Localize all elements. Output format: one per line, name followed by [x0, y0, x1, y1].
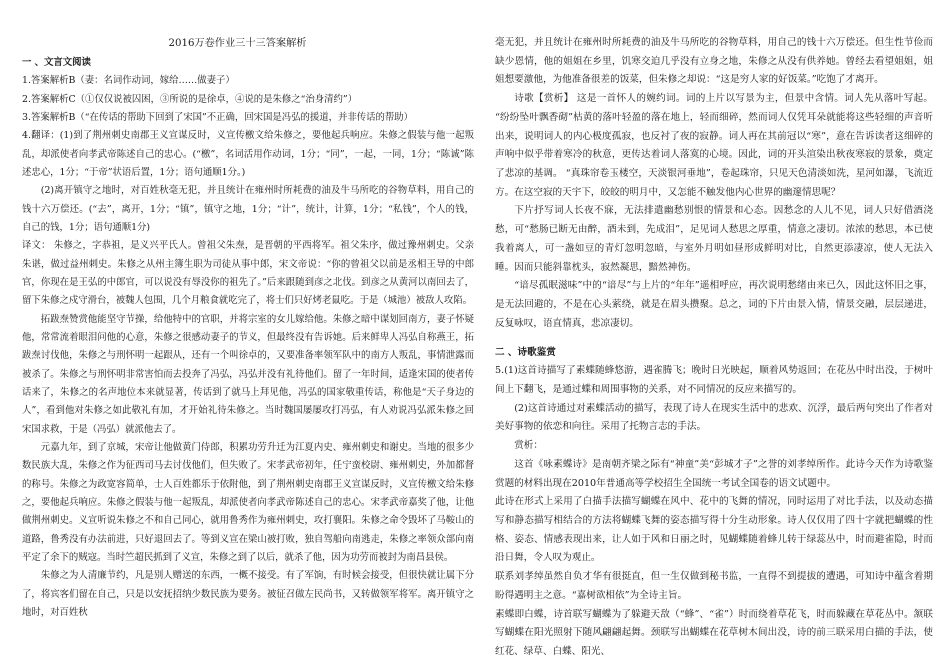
appreciation-paragraph-2: 此诗在形式上采用了白描手法描写蝴蝶在风中、花中的飞舞的情况，同时运用了对比手法，以及动态描写和静态描写相结合的方法将蝴蝶飞舞的姿态描写得十分生动形象。诗人仅仅用了四十字就把蝴蝶的性格、姿态、情感表现出来，让人如于风和日丽之时，见蝴蝶随着蜂儿转于绿蕊丛中，时而避雀隐，时而沿日舞，令人叹为观止。: [495, 496, 933, 564]
answer-1: 1.答案解析B（妻：名词作动词，嫁给……做妻子）: [22, 75, 235, 87]
left-column: [22, 34, 474, 622]
answer-4-translation-1: 4.翻译：(1)到了荆州刺史南郡王义宣谋反时，义宣传檄文给朱修之，要他起兵响应。朱修之假装与他一起叛乱，却派使者向孝武帝陈述自己的忠心。(“檄”，名词活用作动词，1分；“同”，一起，一同，1分；“陈诚”陈述忠心，1分；“于帝”状语后置，1分；语句通顺1分。): [22, 130, 474, 178]
answer-5-2: (2)这首诗通过对素蝶活动的描写，表现了诗人在现实生活中的悲欢、沉浮，最后两句突出了作者对美好事物的依恋和向往。采用了托物言志的手法。: [495, 402, 933, 433]
appreciation-label: 赏析：: [514, 440, 543, 452]
translation-paragraph-1: 译文： 朱修之，字恭祖，是义兴平氏人。曾祖父朱焘，是晋朝的平西将军。祖父朱序，做过豫州刺史。父亲朱谌，做过益州刺史。朱修之从州主簿生职为司徒从事中郎，宋文帝说：“你的曾祖父以前是丞相王导的中郎官，你现在是王弘的中郎官，可以说没有辱没你的祖先了。”后来跟随到彦之北伐。到彦之从黄河以南回去了，留下朱修之戍守滑台，被魏人包围，几个月粮食就吃完了，将士们只好烤老鼠吃。于是（城池）被敌人攻陷。: [22, 240, 474, 307]
appreciation-paragraph-3: 联系刘孝绰虽然自负才华有很挺直，但一生仅做到秘书监，一直得不到提拔的遭遇，可知诗中蕴含着期盼得遇明主之意。“嘉树欲相依”为全诗主旨。: [495, 571, 933, 601]
answer-3: 3.答案解析B（“在传话的帮助下回到了宋国”不正确，回宋国是冯弘的援道，并非传话的帮助）: [22, 111, 414, 123]
poem-appreciation-1: 诗歌【赏析】 这是一首怀人的婉约词。词的上片以写景为主，但景中含情。词人先从落叶写起。 “纷纷坠叶飘香砌”枯黄的落叶轻盈的落在地上，轻而细碎，然而词人仅凭耳朵就能将这些轻细的声音听出来，说明词人的内心极度孤寂，也反衬了夜的寂静。词人再在其前冠以“寒”，意在告诉读者这细碎的声响中似乎带着寒冷的秋意，更传达着词人落寞的心境。因此，词的开头渲染出秋夜寒寂的景象，奠定了悲凉的基调。 “真珠帘卷玉楼空，天淡银河垂地”，卷起珠帘，只见天色清淡如洗，星河如瀑，飞流近方。在这空寂的天宇下，皎皎的明月中，又怎能不触发他内心世界的幽邃情思呢？: [495, 93, 933, 198]
section-heading-poetry: 二 、诗歌鉴赏: [495, 346, 556, 358]
poem-appreciation-3: “谙尽孤眠滋味”中的“谙尽”与上片的“年年”遥相呼应，再次说明愁绪由来已久，因此这怀旧之事，是无法回避的，不是在心头萦绕，就是在眉头攒聚。总之，词的下片由景入情，情景交融，层层递进，反复咏叹，语直情真，悲凉凄切。: [495, 280, 933, 329]
document-title: 2016万卷作业三十三答案解析: [168, 38, 307, 49]
section-heading-classical-chinese: 一 、文言文阅读: [22, 57, 91, 68]
right-column: [495, 34, 933, 662]
translation-paragraph-3: 元嘉九年，到了京城，宋帝让他做黄门侍郎，积累功劳升迁为江夏内史、雍州刺史和谢史。当地的很多少数民族大乱，朱修之作为征西司马去讨伐他们，但失败了。宋孝武帝初年，任宁蛮校尉、雍州刺史，外加都督的称号。朱修之为政宽容简单，士人百姓都乐于依附他，到了荆州刺史南郡王义宣谋反时，义宣传檄文给朱修之，要他起兵响应。朱修之假装与他一起叛乱，却派使者向孝武帝陈述自己的忠心。宋孝武帝嘉奖了他，让他做荆州刺史。义宣听说朱修之不和自己同心，就用鲁秀作为雍州刺史，攻打襄阳。朱修之命令毁坏了马鞍山的道路，鲁秀没有办法前进，只好退回去了。等到义宣在梁山被打败，独自驾船向南逃走，朱修之率领众部向南平定了余下的贼寇。当时竺超民抓到了义宣，朱修之到了以后，就杀了他，因为功劳而被封为南昌县侯。: [22, 441, 474, 563]
translation-continuation: 毫无犯，并且统计在雍州时所耗费的油及牛马所吃的谷物草料，用自己的钱十六万偿还。但生性节俭而缺少恩情，他的姐姐在乡里，饥寒交迫几乎没有立身之地，朱修之从没有供养她。曾经去看望姐姐，姐姐想要激他，为他准备很差的饭菜，但朱修之却说：“这是穷人家的好饭菜。”吃饱了才离开。: [495, 37, 933, 86]
answer-2: 2.答案解析C（①仅仅说被囚困，③所说的是徐卓，④说的是朱修之“治身清约”）: [22, 93, 358, 105]
answer-4-translation-2: (2)离开镇守之地时，对百姓秋毫无犯，并且统计在雍州时所耗费的油及牛马所吃的谷物草料，用自己的钱十六万偿还。(“去”，离开，1分；“镇”，镇守之地，1分；“计”，统计，计算，1分；“私钱”，个人的钱，自己的钱，1分；语句通顺1分): [22, 185, 474, 233]
appreciation-paragraph-1: 这首《咏素蝶诗》是南朝齐梁之际有“神童”美“彭城才子”之誉的刘孝绰所作。此诗今天作为诗歌鉴赏题的材料出现在2010年普通高等学校招生全国统一考试全国卷的语文试题中。: [495, 458, 933, 489]
answer-5-1: 5.(1)这首诗描写了素蝶随蜂悠游，遇雀腾飞；晚时日光映起，顺着风势返回；在花丛中时出没，于树叶间上下翻飞，是通过蝶和周围事物的关系，对不同情况的反应来描写的。: [495, 365, 933, 395]
translation-paragraph-2: 拓跋焘赞赏他能坚守节操，给他特中的官职，并将宗室的女儿嫁给他。朱修之暗中谋划回南方，妻子怀疑他，常常流着眼泪问他的心意，朱修之很感动妻子的节义，但最终没有告诉她。后来鲜卑人冯弘自称燕王，拓跋焘讨伐他，朱修之与刑怀明一起跟从，还有一个叫徐卓的，又要准备率领军队中的南方人叛乱，事情泄露而被杀了。朱修之与刑怀明非常害怕而去投奔了冯弘，冯弘并没有礼待他们。留了一年时间，适逢宋国的使者传话来了，朱修之的名声地位本来就显著，传话到了就马上拜见他，冯弘的国家敬重传话，称他是“天子身边的人”，看到他对朱修之如此敬礼有加，才开始礼待朱修之。当时魏国屡屡攻打冯弘，有人劝说冯弘派朱修之回宋国求救，于是（冯弘）就派他去了。: [22, 313, 474, 435]
poem-appreciation-2: 下片抒写词人长夜不寐，无法排遣幽愁别恨的情景和心态。因愁念的人儿不见，词人只好借酒浇愁，可“愁肠已断无由醉，酒未到，先成泪”，足见词人愁思之厚重，情意之凄切。浓浓的愁思，本已使我着离人，可一盏如豆的青灯忽明忽暗，与室外月明如昼形成鲜明对比，自然更添凄凉，使人无法入睡。因而只能斜靠枕头，寂然凝思，黯然神伤。: [495, 205, 933, 273]
translation-paragraph-4: 朱修之为人清廉节约，凡是别人赠送的东西，一概不接受。有了军饷，有时候会接受，但很快就让属下分了，将宾客们留在自己，只是以安抚招纳少数民族为要务。被征召做左民尚书，又转做领军将军。离开镇守之地时，对百姓秋: [22, 570, 474, 618]
appreciation-paragraph-4: 素蝶即白蝶，诗首联写蝴蝶为了躲避天敌（“蜂”、“雀”）时而绕着草花飞，时而躲藏在草花丛中。颔联写蝴蝶在阳光照射下随风翩翩起舞。颈联写出蝴蝶在花草树木间出没，诗的前三联采用白描的手法，使红花、绿草、白蝶、阳光、: [495, 608, 933, 657]
